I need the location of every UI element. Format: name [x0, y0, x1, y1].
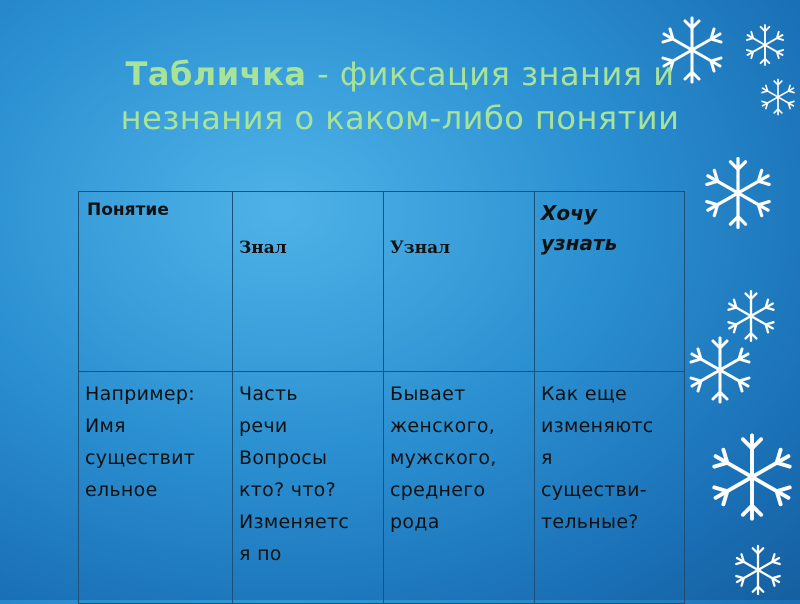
- snowflake-icon: [756, 75, 800, 119]
- table-header-row: [79, 192, 685, 372]
- title-keyword: Табличка: [125, 55, 307, 93]
- cell-knew: Часть речи Вопросы кто? что? Изменяетс я по: [233, 372, 384, 604]
- title-line2: незнания о каком-либо понятии: [120, 99, 680, 137]
- header-learned: Узнал: [384, 192, 535, 372]
- header-want-to-know: Хочу узнать: [535, 192, 685, 372]
- header-concept: Понятие: [79, 192, 233, 372]
- cell-example: Например: Имя существит ельное: [79, 372, 233, 604]
- snowflake-icon: [740, 20, 790, 70]
- snowflake-icon: [700, 425, 800, 529]
- snowflake-icon: [728, 540, 788, 600]
- slide-title: [60, 52, 740, 140]
- cell-learned: Бывает женского, мужского, среднего рода: [384, 372, 535, 604]
- concept-table: [78, 191, 685, 604]
- cell-want-to-know: Как еще изменяютс я существи- тельные?: [535, 372, 685, 604]
- snowflake-icon: [680, 330, 760, 410]
- header-knew: Знал: [233, 192, 384, 372]
- title-text: - фиксация знания и: [306, 55, 675, 93]
- table-row: [79, 372, 685, 604]
- snowflake-icon: [695, 150, 781, 236]
